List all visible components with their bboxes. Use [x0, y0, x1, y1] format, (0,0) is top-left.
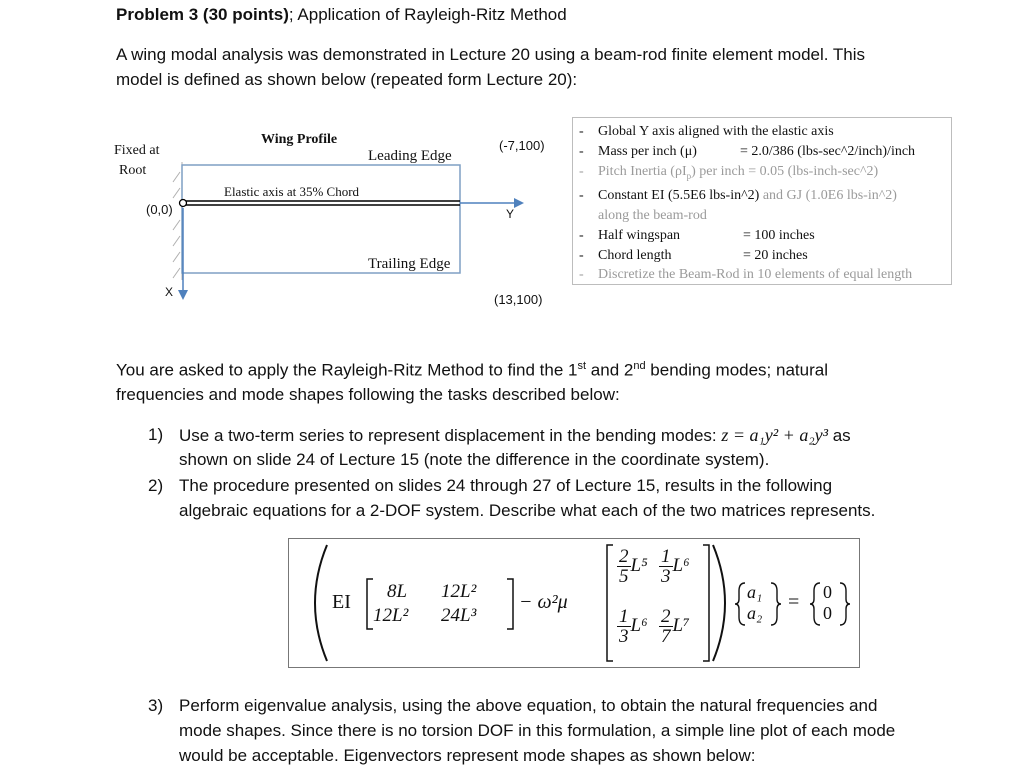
task-intro-line-2: frequencies and mode shapes following the tasks described below: [116, 385, 620, 404]
model-parameters-box [572, 117, 952, 285]
param-row-discretize: - Discretize the Beam-Rod in 10 elements of equal length [579, 267, 913, 283]
intro-line-2: model is defined as shown below (repeated form Lecture 20): [116, 70, 578, 89]
corner-top-label: (-7,100) [499, 138, 545, 153]
param-row-pitch: - Pitch Inertia $(\rho I_p)$ per inch = 0.05 (lbs-inch-sec^2) [579, 163, 879, 181]
task-3-line-3: would be acceptable. Eigenvectors represent mode shapes as shown below: [179, 746, 756, 765]
leading-edge-label: Leading Edge [368, 148, 452, 164]
param-row-stiffness-cont: along the beam-rod [598, 207, 707, 223]
param-row-stiffness: - Constant EI (5.5E6 lbs-in^2) and GJ (1.0E6 lbs-in^2) [579, 188, 897, 204]
task-1-number: 1) [148, 425, 164, 444]
k-21: 12L² [373, 605, 409, 626]
wing-profile-label: Wing Profile [261, 132, 338, 147]
x-axis-label: X [165, 285, 174, 299]
eigen-equation-box [288, 538, 860, 668]
root-hatching [173, 172, 180, 278]
m-21: $\frac{1}{3}$ L⁶ [619, 606, 648, 647]
origin-label: (0,0) [146, 202, 173, 217]
equation-brackets [289, 539, 859, 667]
problem-sep: ; [288, 5, 294, 24]
problem-title: Application of Rayleigh-Ritz Method [293, 5, 567, 24]
zero-2: 0 [823, 603, 832, 623]
task-2-line-1: The procedure presented on slides 24 through 27 of Lecture 15, results in the following [179, 476, 833, 495]
task-3-number: 3) [148, 696, 164, 715]
m-12: $\frac{1}{3}$ L⁶ [661, 546, 690, 587]
elastic-axis-label: Elastic axis at 35% Chord [224, 184, 360, 199]
k-12: 12L² [441, 581, 477, 602]
a-2: a₂ [747, 603, 763, 623]
omega-mu-term: − ω²μ [519, 591, 568, 613]
root-label: Root [119, 163, 147, 178]
param-row-chord: - Chord length = 20 inches [579, 247, 808, 263]
problem-label: Problem 3 (30 points) [116, 5, 289, 24]
trailing-edge-label: Trailing Edge [368, 256, 451, 272]
task-2-number: 2) [148, 476, 164, 495]
k-22: 24L³ [441, 605, 477, 626]
corner-bottom-label: (13,100) [494, 292, 543, 307]
wing-figure [110, 120, 570, 320]
m-11: $\frac{2}{5}$ L⁵ [619, 546, 648, 587]
zero-1: 0 [823, 582, 832, 602]
displacement-series: z = a₁y² + a₂y³ [721, 425, 828, 445]
task-intro-line-1: You are asked to apply the Rayleigh-Ritz Method to find the 1st and 2nd bending modes; natural [116, 360, 828, 380]
problem-heading [116, 5, 567, 25]
equals-sign: = [788, 591, 800, 613]
task-2-line-2: algebraic equations for a 2-DOF system. Describe what each of the two matrices represents. [179, 501, 876, 520]
intro-line-1: A wing modal analysis was demonstrated in Lecture 20 using a beam-rod finite element model. This [116, 45, 866, 64]
a-1: a₁ [747, 582, 763, 602]
m-22: $\frac{2}{7}$ L⁷ [661, 606, 690, 647]
fixed-at-label: Fixed at [114, 143, 160, 158]
task-1-line-2: shown on slide 24 of Lecture 15 (note the difference in the coordinate system). [179, 450, 770, 469]
task-1-line-1: Use a two-term series to represent displacement in the bending modes: z = a₁y² + a₂y³ as [179, 425, 851, 445]
param-row-mass: - Mass per inch (μ) = 2.0/386 (lbs-sec^2/inch)/inch [579, 143, 916, 159]
param-row-span: - Half wingspan = 100 inches [579, 227, 815, 243]
origin-marker [180, 200, 187, 207]
task-3-line-2: mode shapes. Since there is no torsion DOF in this formulation, a simple line plot of each mode [179, 721, 896, 740]
y-axis-label: Y [506, 207, 515, 221]
param-row-axis: - Global Y axis aligned with the elastic axis [579, 124, 834, 139]
k-11: 8L [387, 581, 408, 602]
ei-factor: EI [332, 591, 351, 613]
task-3-line-1: Perform eigenvalue analysis, using the above equation, to obtain the natural frequencies and [179, 696, 878, 715]
